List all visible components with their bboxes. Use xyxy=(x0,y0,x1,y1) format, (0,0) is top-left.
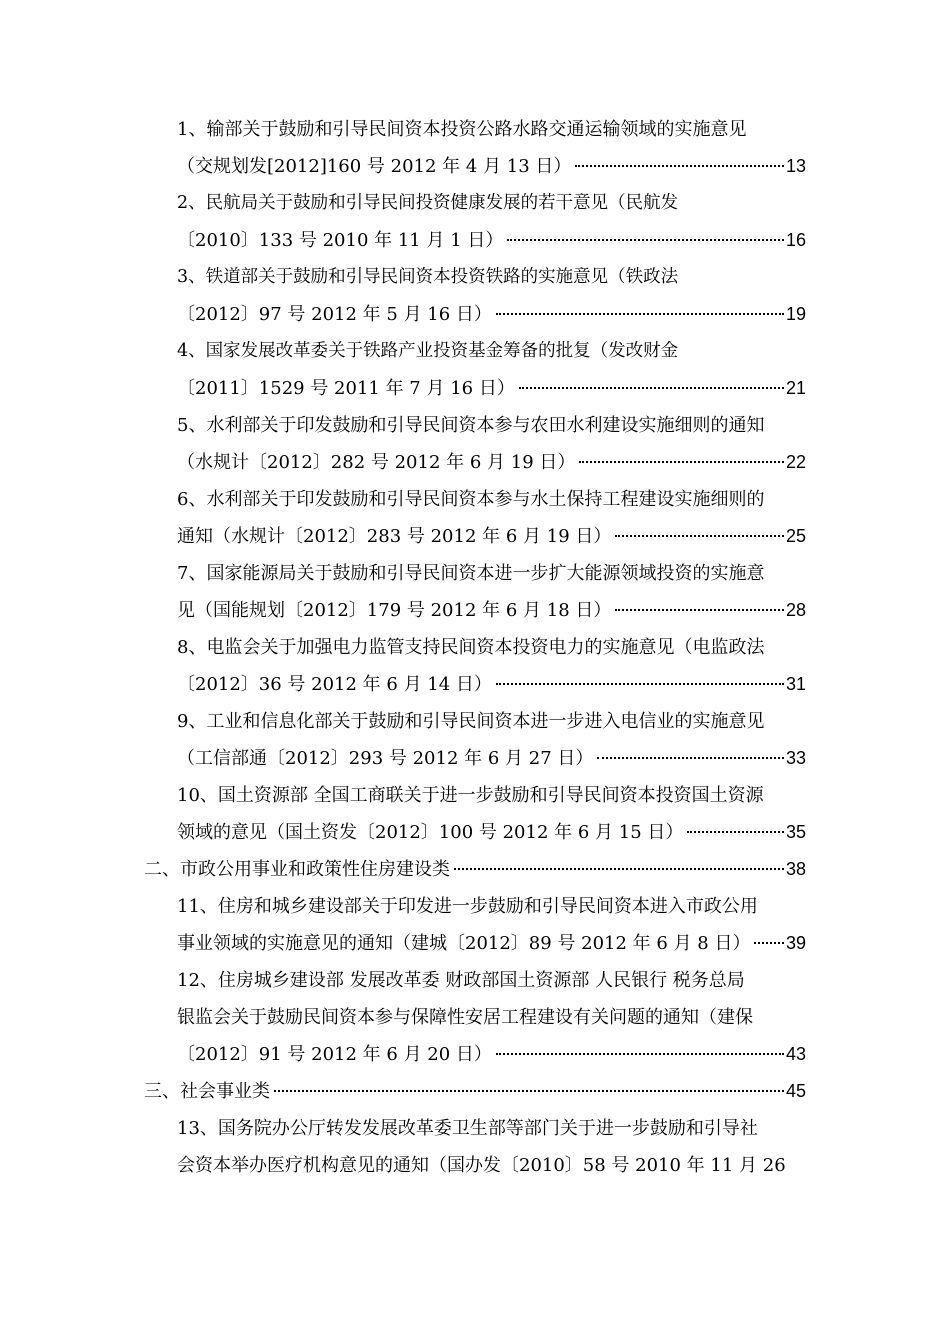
leader-dots xyxy=(597,757,784,759)
toc-entry-text: 13、国务院办公厅转发发展改革委卫生部等部门关于进一步鼓励和引导社 xyxy=(177,1118,758,1139)
toc-entry-text: 事业领域的实施意见的通知（建城〔2012〕89 号 2012 年 6 月 8 日） xyxy=(177,933,751,954)
toc-entry-text: 〔2010〕133 号 2010 年 11 月 1 日） xyxy=(177,230,504,251)
toc-entry-10-line-1[interactable] xyxy=(0,777,950,814)
page-number: 19 xyxy=(785,304,806,324)
leader-dots xyxy=(615,609,784,611)
leader-dots xyxy=(519,387,784,389)
toc-entry-text: 通知（水规计〔2012〕283 号 2012 年 6 月 19 日） xyxy=(177,526,612,547)
toc-entry-text: （水规计〔2012〕282 号 2012 年 6 月 19 日） xyxy=(177,452,576,473)
toc-entry-text: 1、输部关于鼓励和引导民间资本投资公路水路交通运输领域的实施意见 xyxy=(177,119,747,140)
toc-section-2[interactable] xyxy=(0,851,950,888)
leader-dots xyxy=(754,942,783,944)
leader-dots xyxy=(579,461,784,463)
leader-dots xyxy=(454,868,784,870)
leader-dots xyxy=(687,831,784,833)
toc-entry-9-line-2[interactable] xyxy=(0,740,950,777)
leader-dots xyxy=(575,165,784,167)
toc-entry-text: 9、工业和信息化部关于鼓励和引导民间资本进一步进入电信业的实施意见 xyxy=(177,711,765,732)
page-number: 16 xyxy=(785,230,806,250)
page-number: 39 xyxy=(785,933,806,953)
toc-entry-11-line-1[interactable] xyxy=(0,888,950,925)
page-number: 13 xyxy=(785,156,806,176)
toc-entry-13-line-1[interactable] xyxy=(0,1110,950,1147)
toc-entry-2-line-1[interactable] xyxy=(0,185,950,222)
toc-entry-3-line-1[interactable] xyxy=(0,259,950,296)
toc-entry-7-line-1[interactable] xyxy=(0,555,950,592)
page-number: 31 xyxy=(785,674,806,694)
table-of-contents xyxy=(0,111,950,1184)
toc-entry-10-line-2[interactable] xyxy=(0,814,950,851)
toc-entry-5-line-2[interactable] xyxy=(0,444,950,481)
toc-entry-12-line-2[interactable] xyxy=(0,999,950,1036)
toc-entry-text: 2、民航局关于鼓励和引导民间投资健康发展的若干意见（民航发 xyxy=(177,193,679,213)
page-number: 33 xyxy=(785,748,806,768)
toc-entry-3-line-2[interactable] xyxy=(0,296,950,333)
toc-section-text: 三、社会事业类 xyxy=(144,1081,270,1102)
leader-dots xyxy=(615,535,784,537)
toc-entry-text: 银监会关于鼓励民间资本参与保障性安居工程建设有关问题的通知（建保 xyxy=(177,1007,753,1028)
toc-entry-8-line-2[interactable] xyxy=(0,666,950,703)
toc-entry-2-line-2[interactable] xyxy=(0,222,950,259)
toc-entry-text: 6、水利部关于印发鼓励和引导民间资本参与水土保持工程建设实施细则的 xyxy=(177,489,765,510)
page-number: 21 xyxy=(785,378,806,398)
toc-entry-text: （交规划发[2012]160 号 2012 年 4 月 13 日） xyxy=(177,156,572,177)
toc-entry-text: 〔2012〕97 号 2012 年 5 月 16 日） xyxy=(177,304,492,325)
toc-section-3[interactable] xyxy=(0,1073,950,1110)
page-number: 43 xyxy=(785,1044,806,1064)
toc-entry-text: 12、住房城乡建设部 发展改革委 财政部国土资源部 人民银行 税务总局 xyxy=(177,970,745,991)
toc-entry-text: 3、铁道部关于鼓励和引导民间资本投资铁路的实施意见（铁政法 xyxy=(177,267,679,287)
toc-entry-4-line-2[interactable] xyxy=(0,370,950,407)
toc-entry-text: 10、国土资源部 全国工商联关于进一步鼓励和引导民间资本投资国土资源 xyxy=(177,785,764,806)
leader-dots xyxy=(274,1090,784,1092)
toc-entry-text: 〔2012〕36 号 2012 年 6 月 14 日） xyxy=(177,674,492,695)
toc-entry-text: 领域的意见（国土资发〔2012〕100 号 2012 年 6 月 15 日） xyxy=(177,822,684,843)
leader-dots xyxy=(496,313,784,315)
toc-entry-text: 〔2012〕91 号 2012 年 6 月 20 日） xyxy=(177,1044,492,1065)
toc-entry-6-line-2[interactable] xyxy=(0,518,950,555)
page-number: 38 xyxy=(785,859,806,879)
toc-entry-12-line-3[interactable] xyxy=(0,1036,950,1073)
toc-entry-6-line-1[interactable] xyxy=(0,481,950,518)
toc-entry-text: （工信部通〔2012〕293 号 2012 年 6 月 27 日） xyxy=(177,748,594,769)
toc-entry-text: 会资本举办医疗机构意见的通知（国办发〔2010〕58 号 2010 年 11 月 26 xyxy=(177,1155,786,1176)
page-number: 22 xyxy=(785,452,806,472)
toc-entry-9-line-1[interactable] xyxy=(0,703,950,740)
leader-dots xyxy=(496,1053,784,1055)
toc-entry-text: 见（国能规划〔2012〕179 号 2012 年 6 月 18 日） xyxy=(177,600,612,621)
toc-entry-1-line-2[interactable] xyxy=(0,148,950,185)
leader-dots xyxy=(496,683,784,685)
page-number: 28 xyxy=(785,600,806,620)
toc-entry-text: 〔2011〕1529 号 2011 年 7 月 16 日） xyxy=(177,378,515,399)
toc-entry-text: 8、电监会关于加强电力监管支持民间资本投资电力的实施意见（电监政法 xyxy=(177,637,765,658)
toc-entry-7-line-2[interactable] xyxy=(0,592,950,629)
page-number: 25 xyxy=(785,526,806,546)
toc-entry-13-line-2[interactable] xyxy=(0,1147,950,1184)
toc-entry-8-line-1[interactable] xyxy=(0,629,950,666)
page-number: 35 xyxy=(785,822,806,842)
toc-entry-text: 7、国家能源局关于鼓励和引导民间资本进一步扩大能源领域投资的实施意 xyxy=(177,563,765,584)
toc-entry-12-line-1[interactable] xyxy=(0,962,950,999)
toc-entry-text: 11、住房和城乡建设部关于印发进一步鼓励和引导民间资本进入市政公用 xyxy=(177,896,758,917)
toc-entry-1-line-1[interactable] xyxy=(0,111,950,148)
toc-entry-text: 4、国家发展改革委关于铁路产业投资基金筹备的批复（发改财金 xyxy=(177,341,679,361)
toc-entry-5-line-1[interactable] xyxy=(0,407,950,444)
toc-entry-4-line-1[interactable] xyxy=(0,333,950,370)
toc-entry-text: 5、水利部关于印发鼓励和引导民间资本参与农田水利建设实施细则的通知 xyxy=(177,415,765,436)
toc-entry-11-line-2[interactable] xyxy=(0,925,950,962)
toc-section-text: 二、市政公用事业和政策性住房建设类 xyxy=(144,859,450,880)
page-number: 45 xyxy=(785,1081,806,1101)
leader-dots xyxy=(507,239,784,241)
